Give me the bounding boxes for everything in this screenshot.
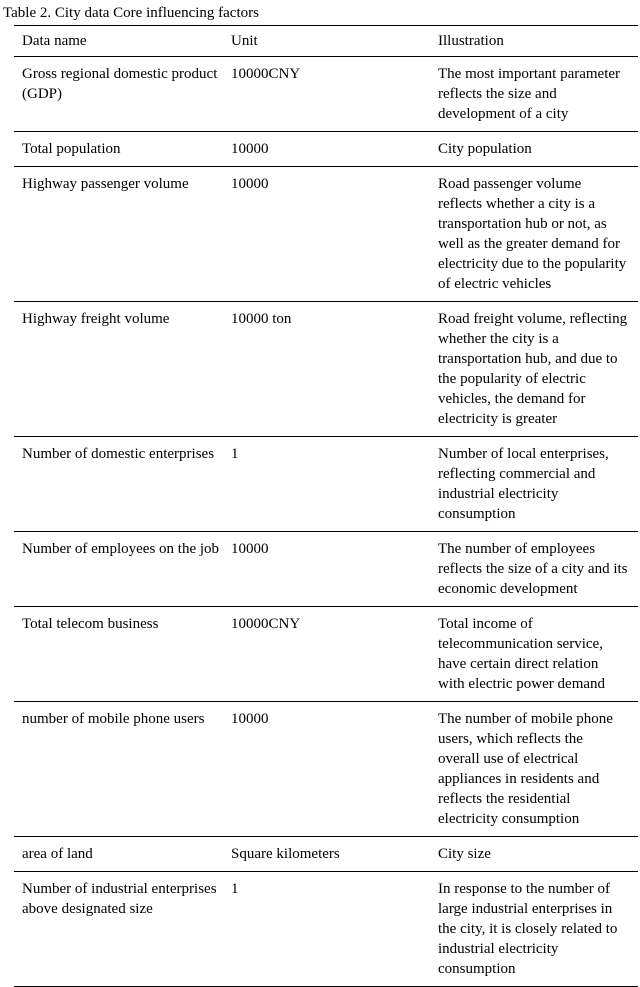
cell-illustration: The number of mobile phone users, which reflects the overall use of electrical appliances in residents and reflects the residential electricity consumption — [438, 711, 613, 827]
table-header — [14, 26, 638, 57]
cell-data-name: number of mobile phone users — [22, 711, 205, 727]
cell-illustration: Road freight volume, reflecting whether the city is a transportation hub, and due to the popularity of electric vehicles, the demand for electricity is greater — [438, 311, 628, 427]
table-row — [14, 302, 638, 437]
cell-illustration: Number of local enterprises, reflecting commercial and industrial electricity consumption — [438, 446, 609, 522]
cell-unit: 10000 — [231, 711, 269, 727]
cell-illustration: In response to the number of large industrial enterprises in the city, it is closely related to industrial electricity consumption — [438, 881, 618, 977]
cell-unit: Square kilometers — [231, 846, 340, 862]
cell-illustration: The number of employees reflects the size of a city and its economic development — [438, 541, 628, 597]
cell-unit: 10000CNY — [231, 66, 301, 82]
table-body — [14, 57, 638, 987]
cell-illustration: City size — [438, 846, 491, 862]
cell-data-name: Number of employees on the job — [22, 541, 220, 557]
cell-illustration: Total income of telecommunication service, have certain direct relation with electric power demand — [438, 616, 606, 692]
table-row — [14, 702, 638, 837]
cell-unit: 10000 — [231, 541, 269, 557]
table-row — [14, 132, 638, 167]
cell-illustration: The most important parameter reflects the size and development of a city — [438, 66, 621, 122]
cell-data-name: Number of industrial enterprises above designated size — [22, 881, 217, 917]
cell-data-name: area of land — [22, 846, 93, 862]
table-row — [14, 607, 638, 702]
column-header-unit: Unit — [231, 33, 258, 49]
table-row — [14, 437, 638, 532]
table-row — [14, 837, 638, 872]
cell-unit: 10000 — [231, 141, 269, 157]
cell-data-name: Highway freight volume — [22, 311, 170, 327]
data-table — [14, 25, 638, 987]
cell-unit: 1 — [231, 446, 239, 462]
cell-unit: 1 — [231, 881, 239, 897]
table-row — [14, 167, 638, 302]
table-row — [14, 57, 638, 132]
table-caption: Table 2. City data Core influencing factors — [3, 5, 259, 21]
column-header-illustration: Illustration — [438, 33, 504, 49]
cell-data-name: Total telecom business — [22, 616, 159, 632]
cell-data-name: Highway passenger volume — [22, 176, 189, 192]
cell-data-name: Number of domestic enterprises — [22, 446, 215, 462]
cell-unit: 10000CNY — [231, 616, 301, 632]
table-row — [14, 532, 638, 607]
cell-unit: 10000 ton — [231, 311, 292, 327]
cell-data-name: Total population — [22, 141, 121, 157]
cell-data-name: Gross regional domestic product (GDP) — [22, 66, 218, 102]
table-row — [14, 872, 638, 987]
cell-illustration: City population — [438, 141, 532, 157]
header-row — [14, 26, 638, 57]
column-header-data-name: Data name — [22, 33, 87, 49]
cell-illustration: Road passenger volume reflects whether a city is a transportation hub or not, as well as the greater demand for electricity due to the popularity of electric vehicles — [438, 176, 627, 292]
cell-unit: 10000 — [231, 176, 269, 192]
